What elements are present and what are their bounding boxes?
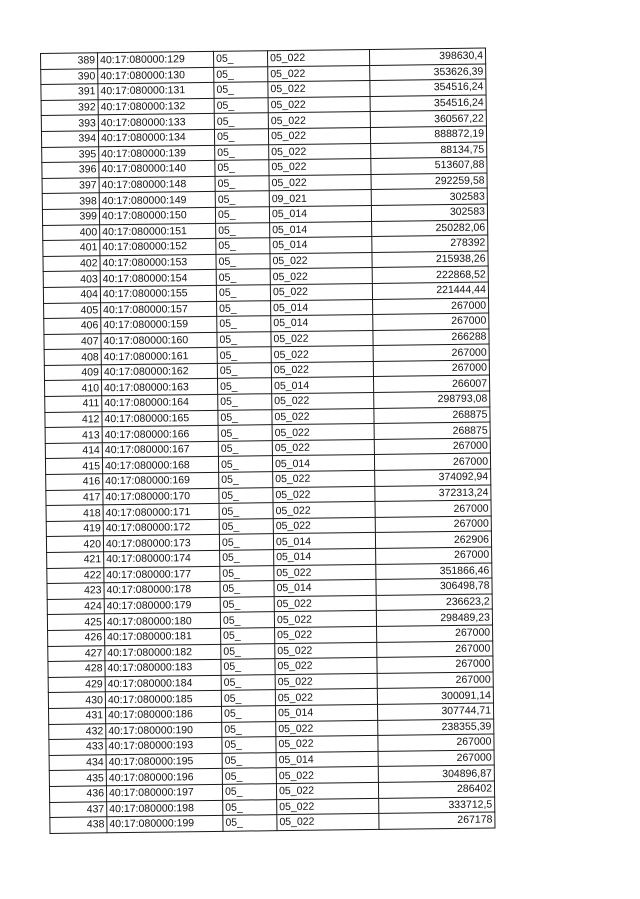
row-number: 404 xyxy=(43,287,100,303)
cadastral-value: 268875 xyxy=(374,422,490,439)
use-code: 05_022 xyxy=(268,96,370,113)
use-code: 05_022 xyxy=(273,486,375,503)
cadastral-number: 40:17:080000:129 xyxy=(98,51,214,68)
cadastral-value: 354516,24 xyxy=(370,79,486,96)
category-code: 05_ xyxy=(221,659,275,675)
category-code: 05_ xyxy=(218,394,272,410)
cadastral-value: 888872,19 xyxy=(370,126,486,143)
use-code: 05_022 xyxy=(271,361,373,378)
use-code: 05_014 xyxy=(276,751,378,768)
cadastral-value: 351866,46 xyxy=(376,563,492,580)
use-code: 05_014 xyxy=(274,548,376,565)
cadastral-number: 40:17:080000:161 xyxy=(101,348,217,365)
cadastral-number: 40:17:080000:179 xyxy=(104,597,220,614)
use-code: 05_022 xyxy=(273,470,375,487)
cadastral-number: 40:17:080000:169 xyxy=(103,472,219,489)
category-code: 05_ xyxy=(216,222,270,238)
category-code: 05_ xyxy=(218,441,272,457)
use-code: 05_014 xyxy=(271,377,373,394)
row-number: 398 xyxy=(42,193,99,209)
use-code: 05_014 xyxy=(271,315,373,332)
row-number: 436 xyxy=(49,786,106,802)
category-code: 05_ xyxy=(219,472,273,488)
use-code: 05_022 xyxy=(276,767,378,784)
category-code: 05_ xyxy=(217,378,271,394)
cadastral-value: 266007 xyxy=(373,376,489,393)
cadastral-number: 40:17:080000:168 xyxy=(102,457,218,474)
cadastral-number: 40:17:080000:160 xyxy=(101,332,217,349)
cadastral-value-table xyxy=(40,48,496,834)
cadastral-value: 238355,39 xyxy=(378,719,494,736)
cadastral-number: 40:17:080000:170 xyxy=(103,488,219,505)
category-code: 05_ xyxy=(214,66,268,82)
row-number: 416 xyxy=(46,474,103,490)
cadastral-value: 302583 xyxy=(371,204,487,221)
cadastral-value: 267000 xyxy=(373,313,489,330)
cadastral-number: 40:17:080000:132 xyxy=(98,98,214,115)
use-code: 05_022 xyxy=(270,252,372,269)
use-code: 05_022 xyxy=(271,346,373,363)
cadastral-number: 40:17:080000:198 xyxy=(107,800,223,817)
cadastral-value: 286402 xyxy=(378,781,494,798)
use-code: 05_022 xyxy=(270,283,372,300)
use-code: 05_014 xyxy=(275,704,377,721)
cadastral-value: 267000 xyxy=(373,360,489,377)
row-number: 393 xyxy=(41,115,98,131)
row-number: 391 xyxy=(41,84,98,100)
use-code: 05_022 xyxy=(277,798,379,815)
cadastral-number: 40:17:080000:197 xyxy=(106,784,222,801)
cadastral-number: 40:17:080000:174 xyxy=(104,550,220,567)
cadastral-value: 267000 xyxy=(378,734,494,751)
cadastral-number: 40:17:080000:184 xyxy=(105,675,221,692)
use-code: 05_022 xyxy=(275,673,377,690)
use-code: 05_022 xyxy=(272,439,374,456)
scanned-page xyxy=(40,48,496,834)
cadastral-value: 267000 xyxy=(374,438,490,455)
category-code: 05_ xyxy=(219,503,273,519)
use-code: 05_022 xyxy=(275,689,377,706)
category-code: 05_ xyxy=(215,160,269,176)
use-code: 05_022 xyxy=(268,127,370,144)
use-code: 05_022 xyxy=(274,611,376,628)
use-code: 05_022 xyxy=(269,159,371,176)
row-number: 397 xyxy=(42,178,99,194)
category-code: 05_ xyxy=(214,97,268,113)
category-code: 05_ xyxy=(217,331,271,347)
cadastral-value: 353626,39 xyxy=(370,64,486,81)
row-number: 394 xyxy=(41,131,98,147)
use-code: 05_022 xyxy=(267,49,369,66)
category-code: 05_ xyxy=(221,674,275,690)
cadastral-value: 267000 xyxy=(378,750,494,767)
category-code: 05_ xyxy=(221,628,275,644)
cadastral-value: 222868,52 xyxy=(372,266,488,283)
row-number: 421 xyxy=(47,552,104,568)
cadastral-value: 292259,58 xyxy=(371,173,487,190)
row-number: 430 xyxy=(48,692,105,708)
use-code: 05_022 xyxy=(276,736,378,753)
row-number: 405 xyxy=(44,302,101,318)
category-code: 05_ xyxy=(221,643,275,659)
cadastral-number: 40:17:080000:130 xyxy=(98,67,214,84)
row-number: 408 xyxy=(44,349,101,365)
row-number: 427 xyxy=(48,645,105,661)
row-number: 389 xyxy=(41,53,98,69)
cadastral-value: 250282,06 xyxy=(372,220,488,237)
category-code: 05_ xyxy=(216,285,270,301)
cadastral-value: 267000 xyxy=(374,453,490,470)
cadastral-number: 40:17:080000:180 xyxy=(104,613,220,630)
row-number: 435 xyxy=(49,770,106,786)
row-number: 428 xyxy=(48,661,105,677)
cadastral-value: 215938,26 xyxy=(372,251,488,268)
row-number: 411 xyxy=(45,396,102,412)
use-code: 05_022 xyxy=(268,65,370,82)
category-code: 05_ xyxy=(214,82,268,98)
row-number: 431 xyxy=(49,708,106,724)
use-code: 05_022 xyxy=(274,595,376,612)
category-code: 05_ xyxy=(216,269,270,285)
use-code: 05_014 xyxy=(273,533,375,550)
cadastral-number: 40:17:080000:148 xyxy=(99,176,215,193)
use-code: 05_022 xyxy=(269,143,371,160)
use-code: 05_022 xyxy=(271,330,373,347)
use-code: 05_022 xyxy=(272,424,374,441)
cadastral-number: 40:17:080000:140 xyxy=(99,161,215,178)
category-code: 05_ xyxy=(222,721,276,737)
cadastral-value: 221444,44 xyxy=(372,282,488,299)
row-number: 400 xyxy=(43,224,100,240)
category-code: 05_ xyxy=(217,300,271,316)
cadastral-value: 278392 xyxy=(372,235,488,252)
use-code: 05_014 xyxy=(269,205,371,222)
row-number: 419 xyxy=(46,521,103,537)
row-number: 425 xyxy=(47,614,104,630)
cadastral-number: 40:17:080000:178 xyxy=(104,582,220,599)
cadastral-number: 40:17:080000:171 xyxy=(103,504,219,521)
cadastral-value: 267000 xyxy=(376,547,492,564)
row-number: 433 xyxy=(49,739,106,755)
use-code: 05_022 xyxy=(273,517,375,534)
category-code: 05_ xyxy=(219,487,273,503)
cadastral-value: 262906 xyxy=(375,531,491,548)
cadastral-value: 302583 xyxy=(371,188,487,205)
category-code: 05_ xyxy=(214,129,268,145)
cadastral-value: 513607,88 xyxy=(371,157,487,174)
category-code: 05_ xyxy=(220,550,274,566)
cadastral-value: 267000 xyxy=(377,625,493,642)
use-code: 05_022 xyxy=(277,814,379,831)
category-code: 05_ xyxy=(218,409,272,425)
category-code: 05_ xyxy=(222,737,276,753)
category-code: 05_ xyxy=(222,752,276,768)
row-number: 401 xyxy=(43,240,100,256)
cadastral-value: 374092,94 xyxy=(375,469,491,486)
cadastral-value: 267000 xyxy=(377,672,493,689)
cadastral-number: 40:17:080000:159 xyxy=(101,316,217,333)
cadastral-value: 267000 xyxy=(373,298,489,315)
row-number: 402 xyxy=(43,256,100,272)
row-number: 420 xyxy=(46,536,103,552)
row-number: 392 xyxy=(41,100,98,116)
use-code: 05_022 xyxy=(272,408,374,425)
category-code: 05_ xyxy=(217,363,271,379)
use-code: 05_022 xyxy=(270,268,372,285)
cadastral-value: 267000 xyxy=(377,656,493,673)
row-number: 426 xyxy=(48,630,105,646)
cadastral-value: 268875 xyxy=(374,407,490,424)
cadastral-number: 40:17:080000:155 xyxy=(100,285,216,302)
category-code: 05_ xyxy=(223,799,277,815)
category-code: 05_ xyxy=(222,784,276,800)
row-number: 403 xyxy=(43,271,100,287)
category-code: 05_ xyxy=(215,191,269,207)
cadastral-number: 40:17:080000:193 xyxy=(106,737,222,754)
cadastral-number: 40:17:080000:166 xyxy=(102,426,218,443)
cadastral-number: 40:17:080000:153 xyxy=(100,254,216,271)
use-code: 05_022 xyxy=(273,502,375,519)
cadastral-number: 40:17:080000:195 xyxy=(106,753,222,770)
category-code: 05_ xyxy=(221,706,275,722)
cadastral-number: 40:17:080000:196 xyxy=(106,769,222,786)
use-code: 05_022 xyxy=(268,81,370,98)
row-number: 424 xyxy=(47,599,104,615)
row-number: 418 xyxy=(46,505,103,521)
cadastral-value: 236623,2 xyxy=(376,594,492,611)
cadastral-number: 40:17:080000:134 xyxy=(98,129,214,146)
row-number: 407 xyxy=(44,333,101,349)
cadastral-value: 88134,75 xyxy=(371,142,487,159)
use-code: 05_022 xyxy=(275,658,377,675)
cadastral-number: 40:17:080000:163 xyxy=(102,379,218,396)
row-number: 399 xyxy=(42,209,99,225)
cadastral-value: 267000 xyxy=(375,516,491,533)
category-code: 05_ xyxy=(217,316,271,332)
row-number: 406 xyxy=(44,318,101,334)
cadastral-value: 372313,24 xyxy=(375,485,491,502)
row-number: 434 xyxy=(49,754,106,770)
category-code: 05_ xyxy=(220,612,274,628)
row-number: 410 xyxy=(45,380,102,396)
cadastral-number: 40:17:080000:172 xyxy=(103,519,219,536)
cadastral-number: 40:17:080000:133 xyxy=(98,114,214,131)
cadastral-value: 267000 xyxy=(377,641,493,658)
use-code: 05_014 xyxy=(270,237,372,254)
cadastral-number: 40:17:080000:173 xyxy=(103,535,219,552)
category-code: 05_ xyxy=(215,207,269,223)
category-code: 05_ xyxy=(221,690,275,706)
category-code: 05_ xyxy=(213,51,267,67)
category-code: 05_ xyxy=(216,238,270,254)
cadastral-number: 40:17:080000:151 xyxy=(100,223,216,240)
row-number: 422 xyxy=(47,567,104,583)
cadastral-value: 354516,24 xyxy=(370,95,486,112)
cadastral-value: 267178 xyxy=(379,812,495,829)
category-code: 05_ xyxy=(220,596,274,612)
row-number: 409 xyxy=(44,365,101,381)
use-code: 05_022 xyxy=(274,564,376,581)
cadastral-value: 298793,08 xyxy=(374,391,490,408)
cadastral-number: 40:17:080000:190 xyxy=(106,722,222,739)
use-code: 05_022 xyxy=(275,642,377,659)
cadastral-value: 298489,23 xyxy=(376,609,492,626)
use-code: 05_022 xyxy=(275,626,377,643)
category-code: 05_ xyxy=(219,518,273,534)
row-number: 412 xyxy=(45,411,102,427)
cadastral-number: 40:17:080000:185 xyxy=(105,691,221,708)
row-number: 417 xyxy=(46,489,103,505)
category-code: 05_ xyxy=(220,565,274,581)
category-code: 05_ xyxy=(220,581,274,597)
cadastral-number: 40:17:080000:154 xyxy=(100,270,216,287)
category-code: 05_ xyxy=(223,815,277,831)
cadastral-number: 40:17:080000:177 xyxy=(104,566,220,583)
use-code: 05_022 xyxy=(268,112,370,129)
cadastral-number: 40:17:080000:152 xyxy=(100,238,216,255)
cadastral-number: 40:17:080000:131 xyxy=(98,83,214,100)
row-number: 415 xyxy=(45,458,102,474)
cadastral-value: 333712,5 xyxy=(379,797,495,814)
cadastral-value: 267000 xyxy=(373,344,489,361)
use-code: 05_022 xyxy=(276,720,378,737)
row-number: 395 xyxy=(42,146,99,162)
use-code: 09_021 xyxy=(269,190,371,207)
cadastral-number: 40:17:080000:199 xyxy=(107,815,223,832)
use-code: 05_022 xyxy=(269,174,371,191)
use-code: 05_014 xyxy=(272,455,374,472)
cadastral-number: 40:17:080000:183 xyxy=(105,659,221,676)
category-code: 05_ xyxy=(214,113,268,129)
table-body xyxy=(41,48,495,833)
use-code: 05_022 xyxy=(276,782,378,799)
cadastral-number: 40:17:080000:150 xyxy=(99,207,215,224)
category-code: 05_ xyxy=(218,425,272,441)
use-code: 05_022 xyxy=(272,393,374,410)
cadastral-value: 398630,4 xyxy=(369,48,485,65)
use-code: 05_014 xyxy=(270,221,372,238)
cadastral-value: 266288 xyxy=(373,329,489,346)
category-code: 05_ xyxy=(215,175,269,191)
cadastral-number: 40:17:080000:157 xyxy=(101,301,217,318)
cadastral-number: 40:17:080000:165 xyxy=(102,410,218,427)
cadastral-value: 304896,87 xyxy=(378,765,494,782)
row-number: 396 xyxy=(42,162,99,178)
cadastral-value: 300091,14 xyxy=(377,687,493,704)
row-number: 437 xyxy=(50,801,107,817)
cadastral-number: 40:17:080000:162 xyxy=(101,363,217,380)
category-code: 05_ xyxy=(216,253,270,269)
cadastral-number: 40:17:080000:181 xyxy=(105,628,221,645)
row-number: 413 xyxy=(45,427,102,443)
row-number: 429 xyxy=(48,677,105,693)
use-code: 05_014 xyxy=(271,299,373,316)
category-code: 05_ xyxy=(219,534,273,550)
row-number: 438 xyxy=(50,817,107,833)
use-code: 05_014 xyxy=(274,580,376,597)
cadastral-number: 40:17:080000:182 xyxy=(105,644,221,661)
cadastral-value: 306498,78 xyxy=(376,578,492,595)
row-number: 390 xyxy=(41,68,98,84)
row-number: 432 xyxy=(49,723,106,739)
cadastral-number: 40:17:080000:164 xyxy=(102,394,218,411)
cadastral-number: 40:17:080000:139 xyxy=(99,145,215,162)
cadastral-value: 267000 xyxy=(375,500,491,517)
row-number: 423 xyxy=(47,583,104,599)
category-code: 05_ xyxy=(215,144,269,160)
cadastral-value: 307744,71 xyxy=(377,703,493,720)
category-code: 05_ xyxy=(217,347,271,363)
cadastral-number: 40:17:080000:149 xyxy=(99,192,215,209)
row-number: 414 xyxy=(45,443,102,459)
cadastral-number: 40:17:080000:167 xyxy=(102,441,218,458)
cadastral-number: 40:17:080000:186 xyxy=(106,706,222,723)
category-code: 05_ xyxy=(222,768,276,784)
category-code: 05_ xyxy=(218,456,272,472)
cadastral-value: 360567,22 xyxy=(370,110,486,127)
